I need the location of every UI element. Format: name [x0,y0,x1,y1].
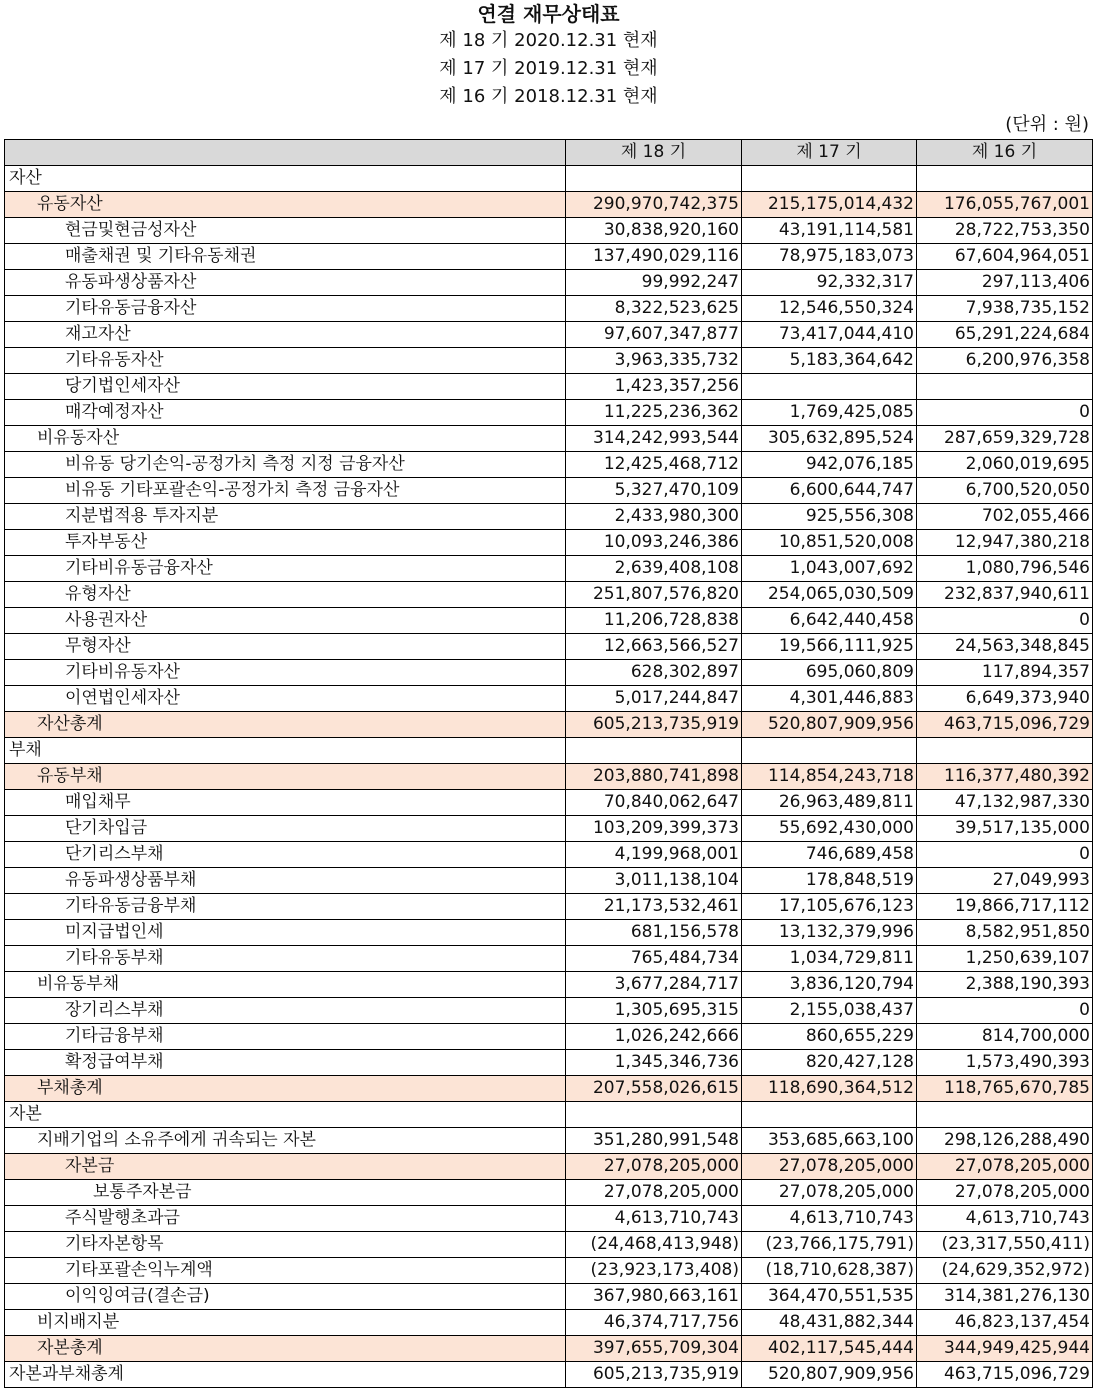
value-period-17: 1,043,007,692 [742,556,917,582]
value-period-16 [917,1102,1093,1128]
value-period-17: 78,975,183,073 [742,244,917,270]
value-period-16: 1,080,796,546 [917,556,1093,582]
value-period-18: 1,345,346,736 [566,1050,742,1076]
row-label: 매출채권 및 기타유동채권 [5,244,566,270]
row-label: 기타유동금융자산 [5,296,566,322]
table-row [5,1336,1093,1362]
value-period-17: 73,417,044,410 [742,322,917,348]
value-period-17: 860,655,229 [742,1024,917,1050]
value-period-17: 254,065,030,509 [742,582,917,608]
row-label: 비유동부채 [5,972,566,998]
value-period-17: 92,332,317 [742,270,917,296]
value-period-17 [742,166,917,192]
table-row [5,634,1093,660]
row-label: 유동파생상품자산 [5,270,566,296]
value-period-17: 10,851,520,008 [742,530,917,556]
value-period-16: 28,722,753,350 [917,218,1093,244]
row-label: 비유동 기타포괄손익-공정가치 측정 금융자산 [5,478,566,504]
value-period-17: 364,470,551,535 [742,1284,917,1310]
table-row [5,1102,1093,1128]
value-period-16: 118,765,670,785 [917,1076,1093,1102]
value-period-16: 27,078,205,000 [917,1180,1093,1206]
value-period-16: 814,700,000 [917,1024,1093,1050]
value-period-18: 5,327,470,109 [566,478,742,504]
value-period-17: 402,117,545,444 [742,1336,917,1362]
value-period-17: 12,546,550,324 [742,296,917,322]
table-row [5,374,1093,400]
table-row [5,530,1093,556]
row-label: 기타유동자산 [5,348,566,374]
value-period-17: 215,175,014,432 [742,192,917,218]
value-period-17 [742,374,917,400]
value-period-17: 114,854,243,718 [742,764,917,790]
row-label: 미지급법인세 [5,920,566,946]
table-row [5,1050,1093,1076]
row-label: 투자부동산 [5,530,566,556]
document-header [0,0,1097,111]
value-period-17: 820,427,128 [742,1050,917,1076]
row-label: 이익잉여금(결손금) [5,1284,566,1310]
table-row [5,166,1093,192]
table-row [5,712,1093,738]
table-row [5,1362,1093,1388]
row-label: 자산총계 [5,712,566,738]
value-period-16: 297,113,406 [917,270,1093,296]
value-period-16: 344,949,425,944 [917,1336,1093,1362]
value-period-17: 5,183,364,642 [742,348,917,374]
header-label-cell [5,140,566,166]
table-row [5,192,1093,218]
row-label: 기타금융부채 [5,1024,566,1050]
value-period-16: 176,055,767,001 [917,192,1093,218]
table-row [5,660,1093,686]
table-row [5,1180,1093,1206]
value-period-16: 232,837,940,611 [917,582,1093,608]
header-period-17: 제 17 기 [742,140,917,166]
table-row [5,426,1093,452]
value-period-17: 2,155,038,437 [742,998,917,1024]
value-period-16: 67,604,964,051 [917,244,1093,270]
value-period-17: 55,692,430,000 [742,816,917,842]
value-period-16: 463,715,096,729 [917,712,1093,738]
value-period-17: 6,642,440,458 [742,608,917,634]
row-label: 단기리스부채 [5,842,566,868]
value-period-18: 251,807,576,820 [566,582,742,608]
value-period-16: 298,126,288,490 [917,1128,1093,1154]
value-period-18: 11,206,728,838 [566,608,742,634]
value-period-18: 27,078,205,000 [566,1180,742,1206]
table-row [5,218,1093,244]
value-period-17: 4,613,710,743 [742,1206,917,1232]
value-period-18: 367,980,663,161 [566,1284,742,1310]
value-period-18: 765,484,734 [566,946,742,972]
value-period-18: 681,156,578 [566,920,742,946]
value-period-16: 8,582,951,850 [917,920,1093,946]
table-row [5,322,1093,348]
value-period-18: 8,322,523,625 [566,296,742,322]
row-label: 지배기업의 소유주에게 귀속되는 자본 [5,1128,566,1154]
value-period-18: 4,199,968,001 [566,842,742,868]
table-row [5,764,1093,790]
value-period-16: 12,947,380,218 [917,530,1093,556]
table-row [5,452,1093,478]
row-label: 자본 [5,1102,566,1128]
row-label: 기타비유동금융자산 [5,556,566,582]
row-label: 부채 [5,738,566,764]
value-period-18: 103,209,399,373 [566,816,742,842]
table-row [5,1206,1093,1232]
value-period-17: 3,836,120,794 [742,972,917,998]
value-period-17: 353,685,663,100 [742,1128,917,1154]
row-label: 장기리스부채 [5,998,566,1024]
value-period-18: 12,425,468,712 [566,452,742,478]
row-label: 보통주자본금 [5,1180,566,1206]
value-period-18: 1,305,695,315 [566,998,742,1024]
table-row [5,842,1093,868]
value-period-17: 13,132,379,996 [742,920,917,946]
table-row [5,504,1093,530]
value-period-18: 290,970,742,375 [566,192,742,218]
document-title: 연결 재무상태표 [477,2,620,26]
value-period-16: 463,715,096,729 [917,1362,1093,1388]
value-period-16: 117,894,357 [917,660,1093,686]
table-row [5,1284,1093,1310]
row-label: 사용권자산 [5,608,566,634]
value-period-18: 351,280,991,548 [566,1128,742,1154]
value-period-17: 695,060,809 [742,660,917,686]
value-period-18: 314,242,993,544 [566,426,742,452]
value-period-17: 48,431,882,344 [742,1310,917,1336]
value-period-17: 178,848,519 [742,868,917,894]
row-label: 현금및현금성자산 [5,218,566,244]
row-label: 비지배지분 [5,1310,566,1336]
value-period-18: 70,840,062,647 [566,790,742,816]
row-label: 유동파생상품부채 [5,868,566,894]
row-label: 유동자산 [5,192,566,218]
value-period-18: 2,433,980,300 [566,504,742,530]
table-header-row [5,140,1093,166]
value-period-17: 118,690,364,512 [742,1076,917,1102]
table-row [5,1310,1093,1336]
value-period-18: 207,558,026,615 [566,1076,742,1102]
value-period-17: 1,769,425,085 [742,400,917,426]
value-period-18: 203,880,741,898 [566,764,742,790]
row-label: 자본금 [5,1154,566,1180]
value-period-16: 1,250,639,107 [917,946,1093,972]
table-row [5,270,1093,296]
value-period-17: 1,034,729,811 [742,946,917,972]
value-period-18: 137,490,029,116 [566,244,742,270]
value-period-17 [742,1102,917,1128]
value-period-18: 99,992,247 [566,270,742,296]
value-period-18 [566,738,742,764]
row-label: 자산 [5,166,566,192]
table-row [5,582,1093,608]
value-period-17: 6,600,644,747 [742,478,917,504]
value-period-18: 2,639,408,108 [566,556,742,582]
row-label: 비유동자산 [5,426,566,452]
value-period-18: 27,078,205,000 [566,1154,742,1180]
table-row [5,1128,1093,1154]
value-period-18: 12,663,566,527 [566,634,742,660]
table-row [5,478,1093,504]
value-period-16: 0 [917,998,1093,1024]
value-period-16: 7,938,735,152 [917,296,1093,322]
value-period-16: (24,629,352,972) [917,1258,1093,1284]
row-label: 유형자산 [5,582,566,608]
value-period-16: 0 [917,400,1093,426]
value-period-16: 2,060,019,695 [917,452,1093,478]
table-row [5,816,1093,842]
value-period-17: 305,632,895,524 [742,426,917,452]
row-label: 기타유동금융부채 [5,894,566,920]
table-row [5,868,1093,894]
table-row [5,556,1093,582]
period-line-17: 제 17 기 2019.12.31 현재 [439,58,658,79]
row-label: 매각예정자산 [5,400,566,426]
value-period-17: 520,807,909,956 [742,712,917,738]
value-period-16 [917,738,1093,764]
value-period-17: (18,710,628,387) [742,1258,917,1284]
value-period-16: 4,613,710,743 [917,1206,1093,1232]
value-period-16: 314,381,276,130 [917,1284,1093,1310]
table-row [5,1154,1093,1180]
value-period-16: 24,563,348,845 [917,634,1093,660]
value-period-16: 6,649,373,940 [917,686,1093,712]
unit-label: (단위 : 원) [1005,114,1089,135]
value-period-17: 27,078,205,000 [742,1180,917,1206]
header-period-18: 제 18 기 [566,140,742,166]
value-period-18: 4,613,710,743 [566,1206,742,1232]
row-label: 재고자산 [5,322,566,348]
value-period-17: 17,105,676,123 [742,894,917,920]
row-label: 지분법적용 투자지분 [5,504,566,530]
table-row [5,348,1093,374]
value-period-16: 2,388,190,393 [917,972,1093,998]
row-label: 부채총계 [5,1076,566,1102]
value-period-18: (23,923,173,408) [566,1258,742,1284]
value-period-16: 0 [917,842,1093,868]
value-period-16 [917,374,1093,400]
value-period-18: 21,173,532,461 [566,894,742,920]
value-period-17: 520,807,909,956 [742,1362,917,1388]
value-period-17: 43,191,114,581 [742,218,917,244]
row-label: 기타자본항목 [5,1232,566,1258]
table-row [5,1232,1093,1258]
value-period-16: 0 [917,608,1093,634]
table-row [5,608,1093,634]
value-period-16 [917,166,1093,192]
value-period-16: 19,866,717,112 [917,894,1093,920]
value-period-16: 6,700,520,050 [917,478,1093,504]
value-period-16: 47,132,987,330 [917,790,1093,816]
table-row [5,244,1093,270]
period-line-18: 제 18 기 2020.12.31 현재 [439,30,658,51]
value-period-16: 46,823,137,454 [917,1310,1093,1336]
value-period-16: (23,317,550,411) [917,1232,1093,1258]
row-label: 확정급여부채 [5,1050,566,1076]
value-period-16: 39,517,135,000 [917,816,1093,842]
value-period-16: 1,573,490,393 [917,1050,1093,1076]
table-row [5,790,1093,816]
value-period-17 [742,738,917,764]
row-label: 유동부채 [5,764,566,790]
row-label: 기타비유동자산 [5,660,566,686]
row-label: 단기차입금 [5,816,566,842]
value-period-16: 702,055,466 [917,504,1093,530]
period-line-16: 제 16 기 2018.12.31 현재 [439,86,658,107]
value-period-17: 26,963,489,811 [742,790,917,816]
value-period-17: 27,078,205,000 [742,1154,917,1180]
value-period-18: (24,468,413,948) [566,1232,742,1258]
row-label: 주식발행초과금 [5,1206,566,1232]
table-row [5,920,1093,946]
table-row [5,972,1093,998]
value-period-18: 11,225,236,362 [566,400,742,426]
value-period-17: 925,556,308 [742,504,917,530]
value-period-17: 942,076,185 [742,452,917,478]
row-label: 이연법인세자산 [5,686,566,712]
table-row [5,1024,1093,1050]
header-period-16: 제 16 기 [917,140,1093,166]
value-period-18: 30,838,920,160 [566,218,742,244]
table-row [5,400,1093,426]
table-row [5,998,1093,1024]
value-period-18: 628,302,897 [566,660,742,686]
table-row [5,1258,1093,1284]
value-period-18: 3,677,284,717 [566,972,742,998]
value-period-18 [566,1102,742,1128]
value-period-18: 46,374,717,756 [566,1310,742,1336]
row-label: 비유동 당기손익-공정가치 측정 지정 금융자산 [5,452,566,478]
table-row [5,894,1093,920]
value-period-18: 605,213,735,919 [566,1362,742,1388]
row-label: 매입채무 [5,790,566,816]
value-period-16: 116,377,480,392 [917,764,1093,790]
table-row [5,738,1093,764]
table-row [5,296,1093,322]
value-period-16: 27,049,993 [917,868,1093,894]
table-row [5,946,1093,972]
value-period-16: 65,291,224,684 [917,322,1093,348]
value-period-18 [566,166,742,192]
value-period-18: 1,423,357,256 [566,374,742,400]
value-period-18: 5,017,244,847 [566,686,742,712]
value-period-18: 605,213,735,919 [566,712,742,738]
balance-sheet-table [4,139,1093,1388]
row-label: 기타유동부채 [5,946,566,972]
value-period-17: 4,301,446,883 [742,686,917,712]
value-period-17: 746,689,458 [742,842,917,868]
value-period-16: 27,078,205,000 [917,1154,1093,1180]
table-row [5,686,1093,712]
value-period-18: 3,011,138,104 [566,868,742,894]
value-period-18: 397,655,709,304 [566,1336,742,1362]
value-period-18: 10,093,246,386 [566,530,742,556]
value-period-18: 1,026,242,666 [566,1024,742,1050]
value-period-18: 3,963,335,732 [566,348,742,374]
value-period-17: (23,766,175,791) [742,1232,917,1258]
table-row [5,1076,1093,1102]
row-label: 무형자산 [5,634,566,660]
value-period-16: 287,659,329,728 [917,426,1093,452]
value-period-16: 6,200,976,358 [917,348,1093,374]
row-label: 자본총계 [5,1336,566,1362]
row-label: 당기법인세자산 [5,374,566,400]
value-period-17: 19,566,111,925 [742,634,917,660]
row-label: 기타포괄손익누계액 [5,1258,566,1284]
row-label: 자본과부채총계 [5,1362,566,1388]
value-period-18: 97,607,347,877 [566,322,742,348]
